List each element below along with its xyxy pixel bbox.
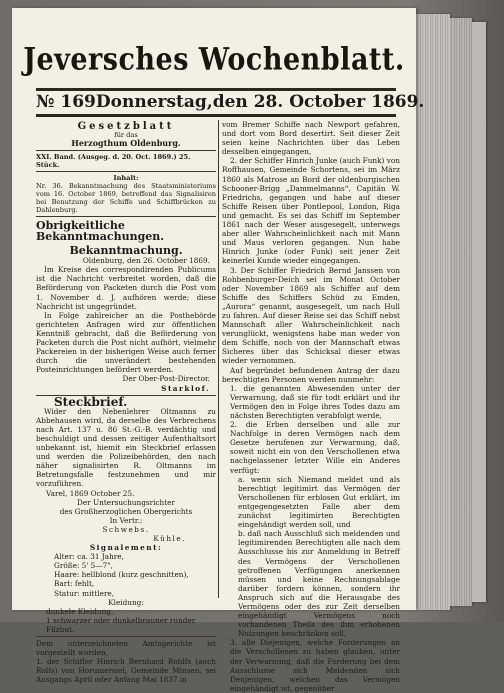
bekanntmachung-date: Oldenburg, den 26. October 1869. <box>82 256 210 266</box>
header-rule <box>36 88 396 91</box>
signalement-item: Bart: fehlt, <box>54 579 95 589</box>
column-divider <box>218 120 219 598</box>
continuation-text: vom Bremer Schiffe nach Newport gefahren, und dort vom Bord desertirt. Seit dieser Zeit seien keine Nachrichten über das Leben desselben eingegangen, <box>222 120 400 157</box>
antrag-text: Auf begründet befundenen Antrag der dazu berechtigten Personen werden nunmehr: <box>222 365 400 384</box>
inhalt-heading: Inhalt: <box>113 174 139 183</box>
signalement-item: Kleidung: <box>108 597 144 607</box>
steckbrief-place: Varel, 1869 October 25. <box>46 488 135 498</box>
clause-1: 1. die genannten Abwesenden unter der Verwarnung, daß sie für todt erklärt und ihr Vermögen den in Folge ihres Todes dazu am nächsten Berechtigten verabfolgt werde, <box>230 383 400 420</box>
masthead-title: Jeversches Wochenblatt. <box>23 41 405 78</box>
gesetzblatt-title: Gesetzblatt <box>77 121 175 132</box>
issue-line <box>36 92 425 112</box>
section-heading-obrig: Obrigkeitliche Bekanntmachungen. <box>36 219 165 244</box>
case-2: 2. der Schiffer Hinrich Junke (auch Funk) von Roffhausen, Gemeinde Schortens, sei im März 1860 als Matrose an Bord der oldenburgischen Schooner-Brigg „Dammelmanns“, Capitän W. Friedrichs, gegangen und habe auf dieser Schiffe Reisen über Pontlepool, London, Riga und gemacht. Es sei das Schiff im September 1861 nach der Weser ausgesegelt, unterwegs aber aller Wahrscheinlichkeit nach mit Mann und Maus verloren gegangen. Nun habe Hinrich Junke (oder Funk) seit jener Zeit keinerlei Kunde wieder eingegangen. <box>222 156 400 266</box>
newspaper-page <box>12 8 425 693</box>
signalement-item: dunkele Kleidung, <box>46 606 114 616</box>
steckbrief-signatory: Schwebs. <box>102 524 150 534</box>
bekanntmachung-body: Im Kreise des correspondirenden Publicums ist die Nachricht verbreitet worden, daß die Beförderung von Packeten durch die Post vom 1. November d. J. aufhören werde; diese Nachricht ist ungegründet. <box>36 265 216 311</box>
steckbrief-court-2: des Großherzoglichen Obergerichts <box>59 506 193 516</box>
steckbrief-clerk: Kühle. <box>153 534 186 543</box>
bekanntmachung-signatory-name: Starklof. <box>161 383 210 393</box>
signalement-item: Statur: mittlere, <box>54 588 115 598</box>
issue-weekday: Donnerstag, <box>95 92 213 112</box>
clause-3: 3. alle Diejenigen, welche Forderungen an die Verschollenen zu haben glauben, unter der Verwarnung, daß die Forderung bei dem Ausschlusse sich Meldenden sich Denjenigen, welchen das Vermögen eingehändigt ist, gegenüber <box>230 638 400 693</box>
steckbrief-court-1: Der Untersuchungsrichter <box>77 497 175 507</box>
clause-2b: b. daß nach Ausschluß sich meldenden und legitimirenden Berechtigten alle nach dem Ausschlusse bis zur Anmeldung in Betreff des Vermögens der Verschollenen getroffenen Verfügungen anerkennen müssen und keine Rechnungsablage darüber fordern können, sondern ihr Anspruch sich auf die Herausgabe des Vermögens oder des zur Zeit derselben eingehändigt Vermögens noch vorhandenen Theils des ihm erhobenen Nutzungen beschränken soll, <box>238 529 400 639</box>
amtsgericht-intro: Dem unterzeichneten Amtsgerichte ist vorgestellt worden, <box>36 639 216 658</box>
signalement-item: 1 schwarzer oder dunkelbrauner runder Filzhut. <box>46 615 196 634</box>
steckbrief-heading: Steckbrief. <box>54 394 128 409</box>
amtsgericht-item-1: 1. der Schiffer Hinrich Bernhard Rohlfs (auch Rolfs) von Horumersiel, Gemeinde Minsen, sei Ausgangs April oder Anfang Mai 1837 in <box>36 657 216 685</box>
gesetzblatt-for: für das <box>114 131 138 140</box>
gesetzblatt-volume: XXI. Band. (Ausgeg. d. 20. Oct. 1869.) 25. Stück. <box>36 153 191 170</box>
clause-2a: a. wenn sich Niemand meldet und als berechtigt legitimirt das Vermögen der Verschollenen für erblosen Gut erklärt, im entgegengesetzten Falle aber dem zunächst legitimirten Berechtigten eingehändigt werden soll, und <box>238 474 400 530</box>
steckbrief-body: Wider den Nebenlehrer Oltmanns zu Abbehausen wird, da derselbe des Verbrechens nach Art. 137 u. 86 St.-G.-B. verdächtig und beschuldigt und dessen zeitiger Aufenthaltsort unbekannt ist, hiemit ein Steckbrief erlassen und werden die Polizeibehörden, den nach näher signalisirten R. Oltmanns im Betretungsfalle festzunehmen und mir vorzuführen. <box>36 406 216 489</box>
gesetzblatt-state: Herzogthum Oldenburg. <box>71 138 181 149</box>
divider <box>36 171 216 172</box>
bekanntmachung-signatory: Der Ober-Post-Director. <box>122 374 210 384</box>
inhalt-text: Nr. 36. Bekanntmachung des Staatsministeriums vom 16. October 1869, betreffend das Signalisiren bei Benutzung der Schiffe und Schiffbrücken zu Dahlenburg. <box>36 182 216 215</box>
signalement-item: Haare: hellblond (kurz geschnitten), <box>54 570 189 580</box>
divider <box>36 216 216 217</box>
page-stack-edge <box>472 22 486 602</box>
header-rule <box>36 114 396 117</box>
signalement-item: Größe: 5' 5—7", <box>54 561 113 571</box>
divider <box>36 636 216 637</box>
divider <box>36 150 216 151</box>
signalement-heading: Signalement: <box>89 543 163 553</box>
issue-date: den 28. October 1869. <box>212 92 425 112</box>
right-column <box>222 120 400 693</box>
clause-2: 2. die Erben derselben und alle zur Nachfolge in deren Vermögen nach dem Gesetze berufenen zur Verwarnung, daß, soweit nicht ein von den Verschollenen etwa nachgelassener letzter Wille ein Anderes verfügt: <box>230 420 400 475</box>
page-stack-edge <box>450 18 472 606</box>
issue-number: № 169 <box>36 92 96 112</box>
steckbrief-court-3: In Vertr.: <box>109 515 143 525</box>
bekanntmachung-heading: Bekanntmachung. <box>69 244 183 258</box>
case-3: 3. Der Schiffer Friedrich Bernd Janssen von Rohbenburger-Deich sei im Monat October oder November 1869 als Schiffer auf dem Schiffe des Schiffers Schüd zu Emden, „Aurora“ genannt, ausgesegelt, um nach Hull zu fahren. Auf dieser Reise sei das Schiff nebst Mannschaft aller Wahrscheinlichkeit nach verunglückt, wenigstens habe man weder von dem Schiffe, noch von der Mannschaft etwas Sicheres über das Schicksal dieser etwas wieder vernommen. <box>222 265 400 366</box>
signalement-item: Alter: ca. 31 Jahre, <box>54 552 124 562</box>
bekanntmachung-body-2: In Folge zahlreicher an die Posthebörde gerichteten Anfragen wird zur öffentlichen Kenntniß gebracht, daß die Beförderung von Packeten durch die Post nicht aufhört, vielmehr Packereien in der bisherigen Weise auch ferner durch die unverändert bestehenden Posteinrichtungen befördert werden. <box>36 310 216 375</box>
left-column <box>36 120 216 685</box>
